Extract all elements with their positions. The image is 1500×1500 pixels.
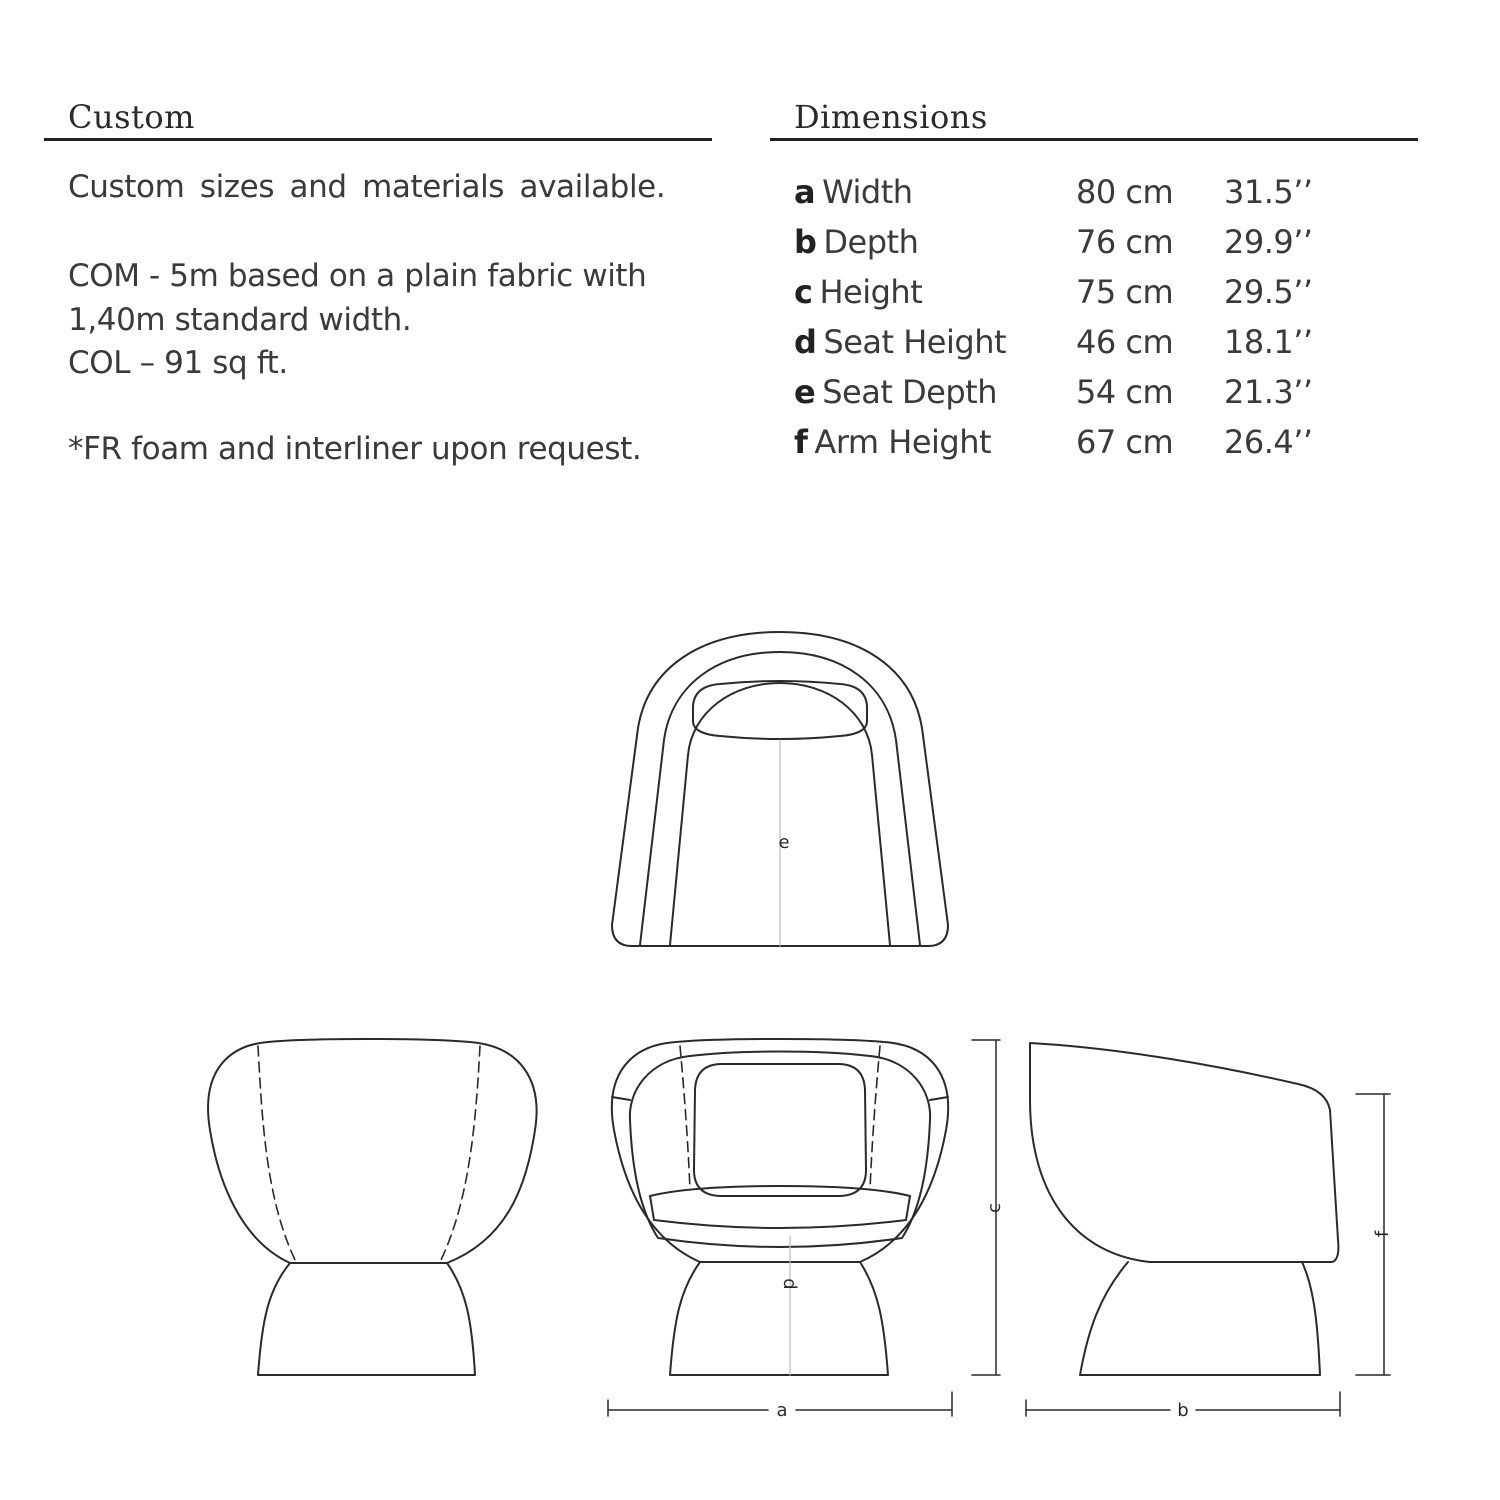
dimension-cm: 54 cm	[1076, 373, 1174, 411]
dimension-name: Height	[819, 273, 923, 311]
dimension-letter: d	[794, 323, 817, 361]
top-view-outer-shell	[612, 632, 948, 946]
dimension-lines	[608, 1040, 1390, 1416]
chair-front-view	[612, 1039, 948, 1375]
dimension-name: Seat Depth	[822, 373, 997, 411]
label-a: a	[776, 1400, 788, 1421]
dimension-inch: 26.4’’	[1224, 423, 1313, 461]
dimension-letter: b	[794, 223, 817, 261]
dimension-cm: 46 cm	[1076, 323, 1174, 361]
front-view-arm-right	[930, 1097, 948, 1100]
dimension-row-width	[794, 167, 1418, 217]
side-view-shell	[1030, 1043, 1338, 1262]
front-view-arm-left	[612, 1097, 630, 1100]
dimension-cm: 80 cm	[1076, 173, 1174, 211]
dimension-inch: 18.1’’	[1224, 323, 1313, 361]
dimension-letter: a	[794, 173, 816, 211]
label-b: b	[1177, 1400, 1189, 1421]
custom-section	[44, 96, 712, 469]
dimension-cm: 67 cm	[1076, 423, 1174, 461]
front-view-outer-shell	[612, 1039, 948, 1262]
com-text-line1: COM - 5m based on a plain fabric with	[68, 258, 647, 294]
side-view-base	[1080, 1262, 1320, 1375]
front-view-seat-cushion	[650, 1186, 910, 1228]
dimension-letter: f	[794, 423, 808, 461]
custom-sizes-text: Custom sizes and materials available.	[68, 169, 666, 205]
dimensions-section	[770, 96, 1418, 467]
fr-note: *FR foam and interliner upon request.	[68, 431, 642, 467]
label-f: f	[1372, 1230, 1393, 1238]
dimension-inch: 31.5’’	[1224, 173, 1313, 211]
dimension-row-seat-depth	[794, 367, 1418, 417]
chair-side-view	[1030, 1043, 1338, 1375]
front-view-inner-shell	[630, 1052, 930, 1248]
back-view-shell	[208, 1039, 536, 1263]
dimension-name: Seat Height	[823, 323, 1007, 361]
dimension-row-height	[794, 267, 1418, 317]
dimension-labels	[776, 832, 1393, 1421]
dimension-name: Depth	[823, 223, 919, 261]
col-text: COL – 91 sq ft.	[68, 345, 288, 381]
com-text-line2: 1,40m standard width.	[68, 302, 412, 338]
top-view-backrest	[670, 683, 890, 945]
top-view-inner-shell	[640, 652, 920, 945]
back-view-seam-left	[258, 1046, 296, 1262]
top-view-cushion	[693, 681, 867, 739]
chair-back-view	[208, 1039, 536, 1375]
dimension-letter: c	[794, 273, 813, 311]
dimensions-heading: Dimensions	[770, 96, 1418, 141]
dimension-inch: 29.9’’	[1224, 223, 1313, 261]
dimension-row-depth	[794, 217, 1418, 267]
back-view-seam-right	[440, 1046, 480, 1262]
chair-top-view	[612, 632, 948, 946]
dimension-row-seat-height	[794, 317, 1418, 367]
front-view-back-cushion	[694, 1064, 866, 1196]
dimension-cm: 76 cm	[1076, 223, 1174, 261]
dimension-cm: 75 cm	[1076, 273, 1174, 311]
dimension-letter: e	[794, 373, 816, 411]
dimension-inch: 21.3’’	[1224, 373, 1313, 411]
custom-text	[44, 167, 712, 469]
dimension-name: Width	[822, 173, 913, 211]
front-view-seam-left	[680, 1046, 690, 1190]
label-c: c	[984, 1203, 1005, 1213]
dimensions-table	[770, 167, 1418, 467]
front-view-seam-right	[870, 1046, 880, 1190]
label-d: d	[779, 1278, 800, 1290]
front-view-base	[670, 1262, 888, 1375]
dimension-inch: 29.5’’	[1224, 273, 1313, 311]
dimension-name: Arm Height	[814, 423, 992, 461]
dimension-row-arm-height	[794, 417, 1418, 467]
back-view-base	[258, 1263, 475, 1375]
label-e: e	[778, 832, 790, 853]
custom-heading: Custom	[44, 96, 712, 141]
